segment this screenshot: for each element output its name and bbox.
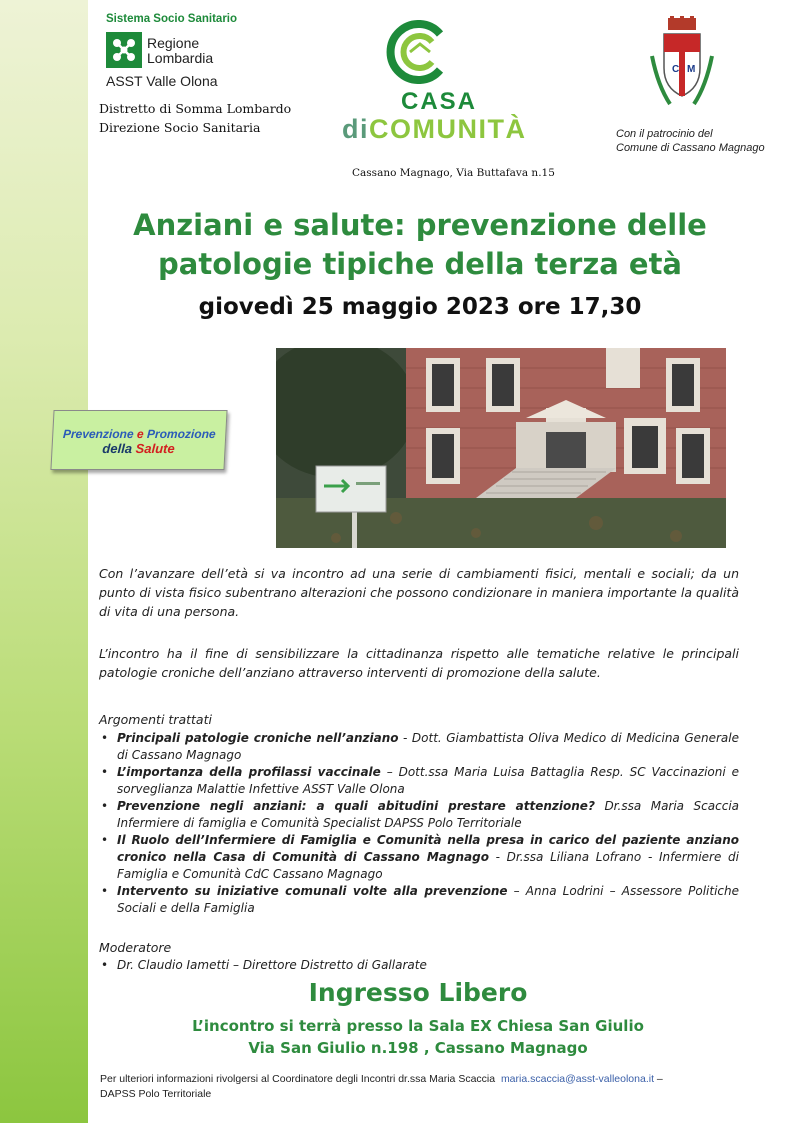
ingresso-libero: Ingresso Libero <box>308 978 528 1007</box>
venue: L’incontro si terrà presso la Sala EX Chiesa San Giulio Via San Giulio n.198 , Cassano Magnago <box>192 1017 644 1057</box>
address: Cassano Magnago, Via Buttafava n.15 <box>352 167 555 179</box>
purpose-paragraph: L’incontro ha il fine di sensibilizzare la cittadinanza rispetto alle tematiche relative le principali patologie croniche dell’anziano attraverso interventi di promozione della salute. <box>99 646 739 680</box>
green-sidebar <box>0 0 88 1123</box>
building-photo <box>276 348 726 548</box>
prevenzione-badge: Prevenzione e Promozione della Salute <box>50 410 227 470</box>
intro-paragraph: Con l’avanzare dell’età si va incontro ad una serie di cambiamenti fisici, mentali e sociali; da un punto di vista fisico subentrano alterazioni che possono condizionare in maniera importante la qualità di vita di una persona. <box>99 566 739 619</box>
casa-wordmark: CASA <box>400 88 477 115</box>
patrocinio: Con il patrocinio del Comune di Cassano Magnago <box>616 128 765 154</box>
di-comunita-wordmark: diCOMUNITÀ <box>342 114 527 144</box>
argomenti-heading: Argomenti trattati <box>99 712 212 727</box>
sistema-socio-sanitario: Sistema Socio Sanitario <box>106 13 238 25</box>
comune-crest-icon <box>650 16 714 112</box>
casa-di-comunita-logo-icon <box>384 20 456 84</box>
list-item: • Intervento su iniziative comunali volte alla prevenzione – Anna Lodrini – Assessore Politiche Sociali e della Famiglia <box>99 883 739 917</box>
list-item: • Il Ruolo dell’Infermiere di Famiglia e Comunità nella presa in carico del paziente anziano cronico nella Casa di Comunità di Cassano Magnago - Dr.ssa Liliana Lofrano - Infermiere di Famiglia e Comunità CdC Cassano Magnago <box>99 832 739 883</box>
moderatore-heading: Moderatore <box>99 940 172 955</box>
moderatore-item: • Dr. Claudio Iametti – Direttore Distretto di Gallarate <box>99 958 427 972</box>
distretto: Distretto di Somma Lombardo Direzione Socio Sanitaria <box>99 101 292 135</box>
event-date: giovedì 25 maggio 2023 ore 17,30 <box>198 294 642 320</box>
footer-info: Per ulteriori informazioni rivolgersi al Coordinatore degli Incontri dr.ssa Maria Scaccia maria.scaccia@asst-valleolona.it – DAPSS Polo Territoriale <box>100 1073 663 1100</box>
list-item: • L’importanza della profilassi vaccinale – Dott.ssa Maria Luisa Battaglia Resp. SC Vaccinazioni e sorveglianza Malattie Infettive ASST Valle Olona <box>99 764 739 798</box>
crest-letter-m: M <box>687 64 696 75</box>
asst-name: ASST Valle Olona <box>106 73 218 89</box>
crest-letter-c: C <box>672 64 680 75</box>
topics-list <box>99 730 739 917</box>
list-item: • Prevenzione negli anziani: a quali abitudini prestare attenzione? Dr.ssa Maria Scaccia Infermiere di famiglia e Comunità Specialist DAPSS Polo Territoriale <box>99 798 739 832</box>
list-item: • Principali patologie croniche nell’anziano - Dott. Giambattista Oliva Medico di Medicina Generale di Cassano Magnago <box>99 730 739 764</box>
regione-lombardia-logo <box>106 32 142 68</box>
event-title: Anziani e salute: prevenzione delle patologie tipiche della terza età <box>133 208 707 281</box>
regione-lombardia-name: Regione Lombardia <box>147 35 214 66</box>
email-link[interactable]: maria.scaccia@asst-valleolona.it <box>500 1073 654 1085</box>
